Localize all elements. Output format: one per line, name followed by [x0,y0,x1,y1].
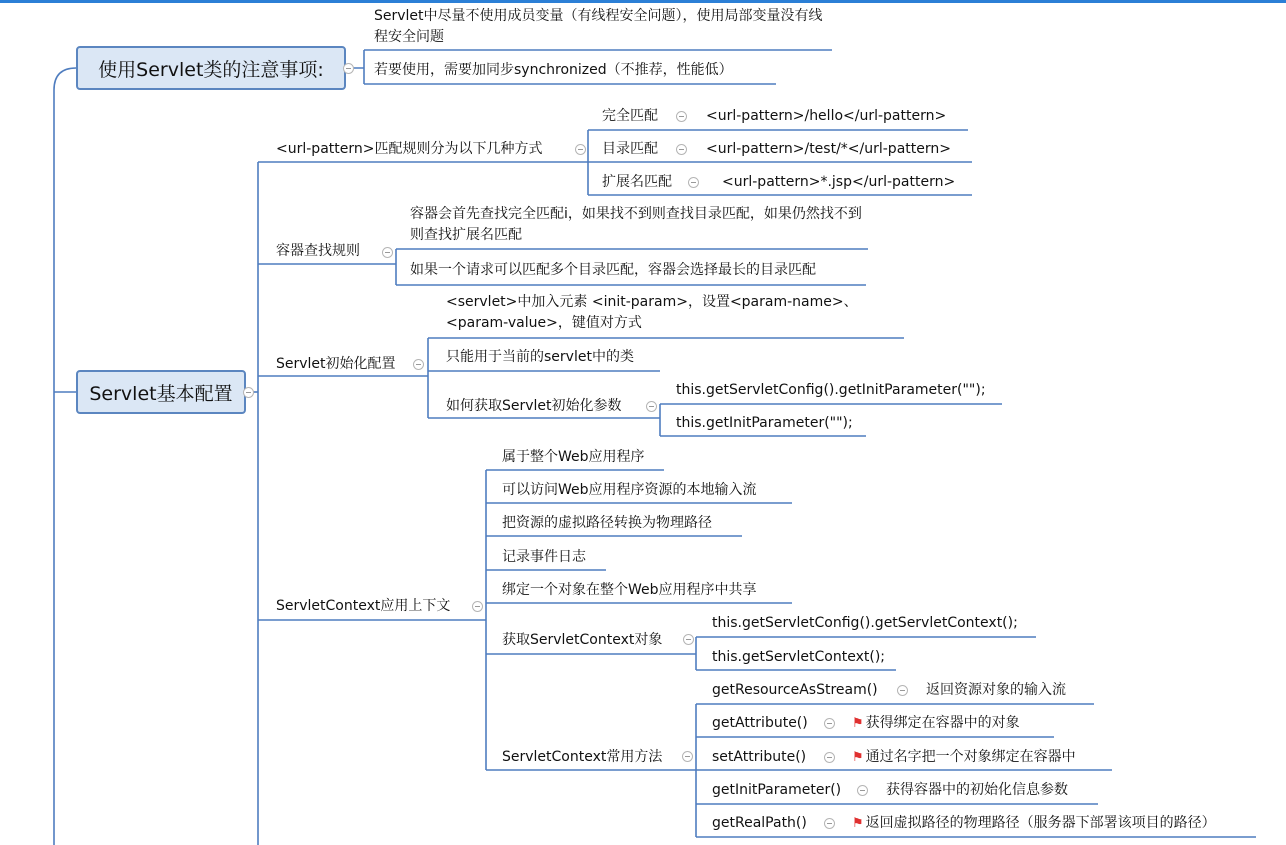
url-pattern-rules[interactable]: <url-pattern>匹配规则分为以下几种方式 [276,141,543,157]
collapse-icon[interactable] [897,685,908,696]
extension-match-pattern[interactable]: <url-pattern>*.jsp</url-pattern> [722,174,956,190]
collapse-icon[interactable] [857,785,868,796]
lookup-longest-match[interactable]: 如果一个请求可以匹配多个目录匹配，容器会选择最长的目录匹配 [410,262,816,278]
collapse-icon[interactable] [343,63,354,74]
method-desc[interactable]: 返回资源对象的输入流 [926,682,1066,698]
collapse-icon[interactable] [683,634,694,645]
method-name[interactable]: setAttribute() [712,749,807,765]
note-synchronized[interactable]: 若要使用，需要加同步synchronized（不推荐，性能低） [374,62,733,78]
directory-match[interactable]: 目录匹配 [602,141,658,157]
lookup-order[interactable]: 容器会首先查找完全匹配i，如果找不到则查找目录匹配，如果仍然找不到则查找扩展名匹配 [410,206,862,243]
method-desc[interactable]: 获得容器中的初始化信息参数 [886,782,1068,798]
collapse-icon[interactable] [575,144,586,155]
method-desc-flagged[interactable] [852,713,1020,734]
init-current-servlet-only[interactable]: 只能用于当前的servlet中的类 [446,349,634,365]
get-servlet-context[interactable]: 获取ServletContext对象 [502,632,663,648]
collapse-icon[interactable] [413,359,424,370]
directory-match-pattern[interactable]: <url-pattern>/test/*</url-pattern> [706,141,951,157]
init-param-element[interactable]: <servlet>中加入元素 <init-param>，设置<param-name>、<param-value>，键值对方式 [446,294,858,331]
topic-servlet-notes[interactable] [76,46,346,90]
flag-icon: ⚑ [852,716,864,731]
topic-servlet-notes-label: 使用Servlet类的注意事项: [98,58,324,81]
how-to-get-init-params[interactable]: 如何获取Servlet初始化参数 [446,398,622,414]
exact-match-pattern[interactable]: <url-pattern>/hello</url-pattern> [706,108,947,124]
context-code-config[interactable]: this.getServletConfig().getServletContext(); [712,615,1018,631]
servlet-context[interactable]: ServletContext应用上下文 [276,598,451,614]
topic-servlet-basic-config[interactable] [76,370,246,414]
method-name[interactable]: getInitParameter() [712,782,842,798]
collapse-icon[interactable] [682,751,693,762]
method-desc: 返回虚拟路径的物理路径（服务器下部署该项目的路径） [865,815,1216,831]
method-desc-flagged[interactable] [852,747,1076,768]
container-lookup-rules[interactable]: 容器查找规则 [276,243,360,259]
context-item[interactable]: 记录事件日志 [502,549,586,565]
context-common-methods[interactable]: ServletContext常用方法 [502,749,663,765]
extension-match[interactable]: 扩展名匹配 [602,174,672,190]
method-name[interactable]: getRealPath() [712,815,807,831]
flag-icon: ⚑ [852,816,864,831]
method-name[interactable]: getResourceAsStream() [712,682,878,698]
collapse-icon[interactable] [472,601,483,612]
collapse-icon[interactable] [382,247,393,258]
method-name[interactable]: getAttribute() [712,715,808,731]
collapse-icon[interactable] [676,111,687,122]
collapse-icon[interactable] [688,177,699,188]
topic-servlet-basic-config-label: Servlet基本配置 [89,382,233,405]
flag-icon: ⚑ [852,750,864,765]
context-item[interactable]: 把资源的虚拟路径转换为物理路径 [502,515,712,531]
collapse-icon[interactable] [824,752,835,763]
context-item[interactable]: 可以访问Web应用程序资源的本地输入流 [502,482,757,498]
collapse-icon[interactable] [676,144,687,155]
init-code-direct[interactable]: this.getInitParameter(""); [676,415,853,431]
collapse-icon[interactable] [824,818,835,829]
method-desc-flagged[interactable] [852,813,1216,834]
method-desc: 通过名字把一个对象绑定在容器中 [865,749,1076,765]
collapse-icon[interactable] [824,718,835,729]
context-item[interactable]: 属于整个Web应用程序 [502,449,645,465]
method-desc: 获得绑定在容器中的对象 [865,715,1020,731]
exact-match[interactable]: 完全匹配 [602,108,658,124]
collapse-icon[interactable] [646,401,657,412]
note-member-variables[interactable]: Servlet中尽量不使用成员变量（有线程安全问题），使用局部变量没有线程安全问题 [374,8,823,45]
collapse-icon[interactable] [243,387,254,398]
context-item[interactable]: 绑定一个对象在整个Web应用程序中共享 [502,582,757,598]
servlet-init-config[interactable]: Servlet初始化配置 [276,356,396,372]
context-code-direct[interactable]: this.getServletContext(); [712,649,886,665]
init-code-config[interactable]: this.getServletConfig().getInitParameter(""); [676,382,986,398]
